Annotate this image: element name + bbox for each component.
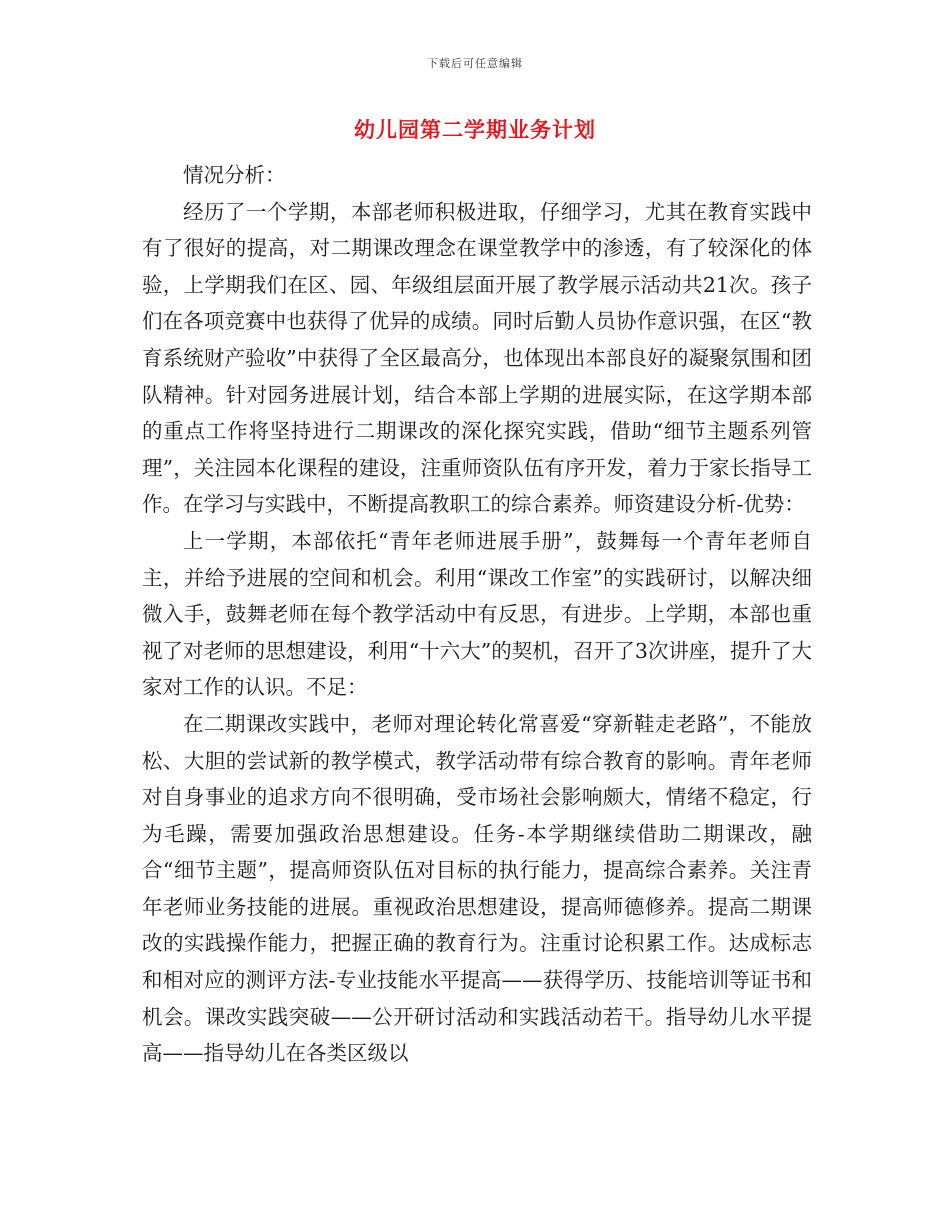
paragraph-strengths: 上一学期，本部依托“青年老师进展手册”，鼓舞每一个青年老师自主，并给予进展的空间和机会。利用“课改工作室”的实践研讨，以解决细微入手，鼓舞老师在每个教学活动中有反思，有进步。上学期，本部也重视了对老师的思想建设，利用“十六大”的契机，召开了3次讲座，提升了大家对工作的认识。不足： [142, 528, 812, 700]
paragraph-shortcomings-tasks: 在二期课改实践中，老师对理论转化常喜爱“穿新鞋走老路”，不能放松、大胆的尝试新的教学模式，教学活动带有综合教育的影响。青年老师对自身事业的追求方向不很明确，受市场社会影响颇大，情绪不稳定，行为毛躁，需要加强政治思想建设。任务-本学期继续借助二期课改，融合“细节主题”，提高师资队伍对目标的执行能力，提高综合素养。关注青年老师业务技能的进展。重视政治思想建设，提高师德修养。提高二期课改的实践操作能力，把握正确的教育行为。注重讨论积累工作。达成标志和相对应的测评方法-专业技能水平提高——获得学历、技能培训等证书和机会。课改实践突破——公开研讨活动和实践活动若干。指导幼儿水平提高——指导幼儿在各类区级以 [142, 711, 812, 1066]
paragraph-overview: 经历了一个学期，本部老师积极进取，仔细学习，尤其在教育实践中有了很好的提高，对二期课改理念在课堂教学中的渗透，有了较深化的体验，上学期我们在区、园、年级组层面开展了教学展示活动共21次。孩子们在各项竞赛中也获得了优异的成绩。同时后勤人员协作意识强，在区“教育系统财产验收”中获得了全区最高分，也体现出本部良好的凝聚氛围和团队精神。针对园务进展计划，结合本部上学期的进展实际，在这学期本部的重点工作将坚持进行二期课改的深化探究实践，借助“细节主题系列管理”，关注园本化课程的建设，注重师资队伍有序开发，着力于家长指导工作。在学习与实践中，不断提高教职工的综合素养。师资建设分析-优势： [142, 199, 812, 517]
document-title: 幼儿园第二学期业务计划 [354, 117, 596, 142]
paragraph-situation-heading: 情况分析： [183, 163, 286, 187]
header-note: 下载后可任意编辑 [427, 57, 523, 70]
document-body [142, 157, 812, 1072]
